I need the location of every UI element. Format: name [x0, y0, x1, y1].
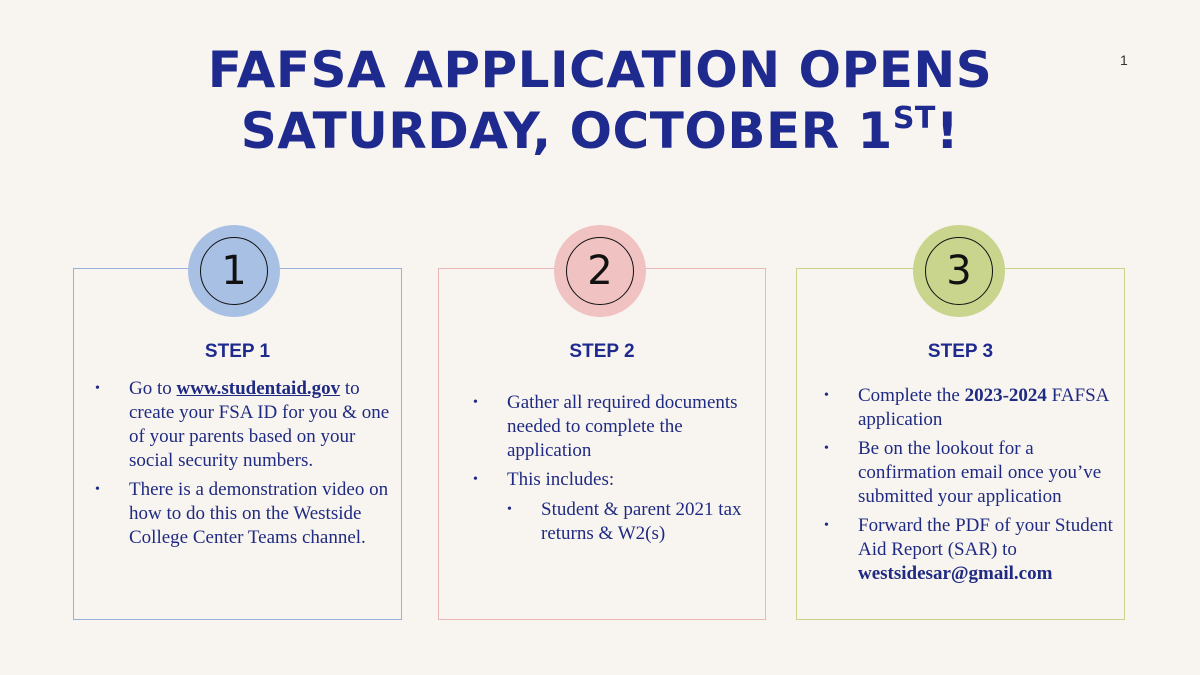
step-3-title: STEP 3: [927, 341, 994, 362]
page-title: [0, 40, 1200, 162]
step-1-badge: [188, 225, 280, 317]
step-1-bullet-1: • Go to www.studentaid.gov to create your FSA ID for you & one of your parents based on your social security numbers.: [129, 377, 394, 473]
step-1-title: STEP 1: [204, 341, 271, 362]
title-line-1: FAFSA APPLICATION OPENS: [207, 41, 993, 99]
step-2-sub-bullets: [541, 498, 747, 546]
step-2-title: STEP 2: [569, 341, 635, 362]
step-2-card: [438, 268, 766, 620]
slide-number: 1: [1120, 52, 1128, 68]
step-3-card: [796, 268, 1125, 620]
step-1-bullet-2: • There is a demonstration video on how to do this on the Westside College Center Teams channel.: [129, 478, 394, 550]
step-3-bullet-3: • Forward the PDF of your Student Aid Report (SAR) to westsidesar@gmail.com: [858, 514, 1118, 586]
step-3-bullet-2: • Be on the lookout for a confirmation email once you’ve submitted your application: [858, 437, 1118, 509]
step-3-badge: [913, 225, 1005, 317]
title-line-2: SATURDAY, OCTOBER 1ST!: [240, 101, 960, 160]
step-2-bullet-2: • This includes: • Student & parent 2021 tax returns & W2(s): [507, 468, 747, 546]
step-3-bullet-1: • Complete the 2023-2024 FAFSA application: [858, 384, 1118, 432]
step-2-sub-bullet-1: • Student & parent 2021 tax returns & W2(s): [541, 498, 747, 546]
sar-email: westsidesar@gmail.com: [858, 563, 1053, 584]
step-2-badge: [554, 225, 646, 317]
step-1-number: 1: [200, 237, 268, 305]
step-2-number: 2: [566, 237, 634, 305]
step-2-bullets: [507, 391, 747, 551]
step-2-bullet-1: • Gather all required documents needed to complete the application: [507, 391, 747, 463]
step-1-card: [73, 268, 402, 620]
step-3-number: 3: [925, 237, 993, 305]
step-3-bullets: [858, 384, 1118, 591]
step-1-bullets: [129, 377, 394, 555]
studentaid-link[interactable]: www.studentaid.gov: [176, 378, 341, 399]
